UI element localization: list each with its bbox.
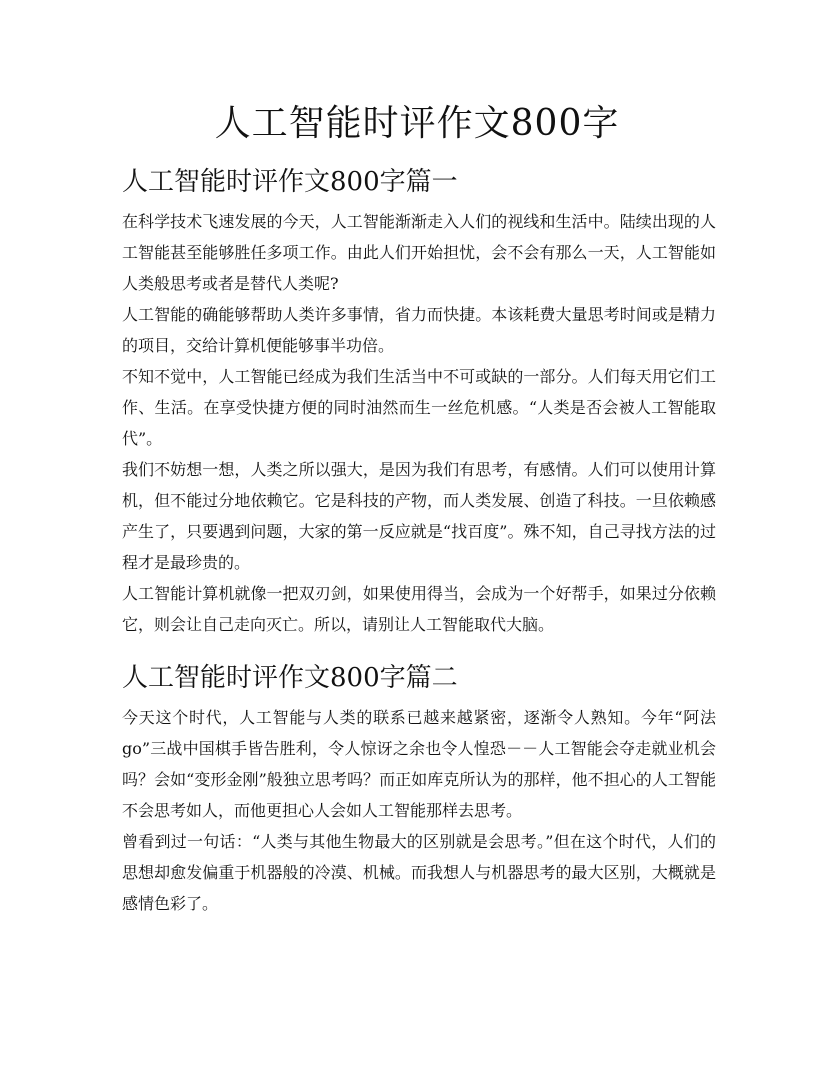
section-heading: 人工智能时评作文800字篇二: [122, 663, 458, 693]
paragraph: 在科学技术飞速发展的今天，人工智能渐渐走入人们的视线和生活中。陆续出现的人工智能甚至能够胜任多项工作。由此人们开始担忧，会不会有那么一天，人工智能如人类般思考或者是替代人类呢?: [122, 212, 716, 293]
paragraph: 我们不妨想一想，人类之所以强大，是因为我们有思考，有感情。人们可以使用计算机，但不能过分地依赖它。它是科技的产物，而人类发展、创造了科技。一旦依赖感产生了，只要遇到问题，大家的第一反应就是“找百度”。殊不知，自己寻找方法的过程才是最珍贵的。: [122, 460, 716, 572]
paragraph: 曾看到过一句话：“人类与其他生物最大的区别就是会思考。”但在这个时代，人们的思想却愈发偏重于机器般的冷漠、机械。而我想人与机器思考的最大区别，大概就是感情色彩了。: [122, 832, 716, 913]
paragraph: 人工智能的确能够帮助人类许多事情，省力而快捷。本该耗费大量思考时间或是精力的项目，交给计算机便能够事半功倍。: [122, 305, 716, 355]
section-heading: 人工智能时评作文800字篇一: [122, 167, 458, 197]
section-two: [122, 658, 716, 919]
document-title: 人工智能时评作文800字: [214, 103, 620, 144]
section-one: [122, 162, 716, 640]
paragraph: 今天这个时代，人工智能与人类的联系已越来越紧密，逐渐令人熟知。今年“阿法go”三战中国棋手皆告胜利，令人惊讶之余也令人惶恐－－人工智能会夺走就业机会吗？会如“变形金刚”般独立思考吗？而正如库克所认为的那样，他不担心的人工智能不会思考如人，而他更担心人会如人工智能那样去思考。: [122, 708, 716, 820]
paragraph: 不知不觉中，人工智能已经成为我们生活当中不可或缺的一部分。人们每天用它们工作、生活。在享受快捷方便的同时油然而生一丝危机感。“人类是否会被人工智能取代”。: [122, 367, 716, 448]
paragraph: 人工智能计算机就像一把双刃剑，如果使用得当，会成为一个好帮手，如果过分依赖它，则会让自己走向灭亡。所以，请别让人工智能取代大脑。: [122, 584, 716, 634]
